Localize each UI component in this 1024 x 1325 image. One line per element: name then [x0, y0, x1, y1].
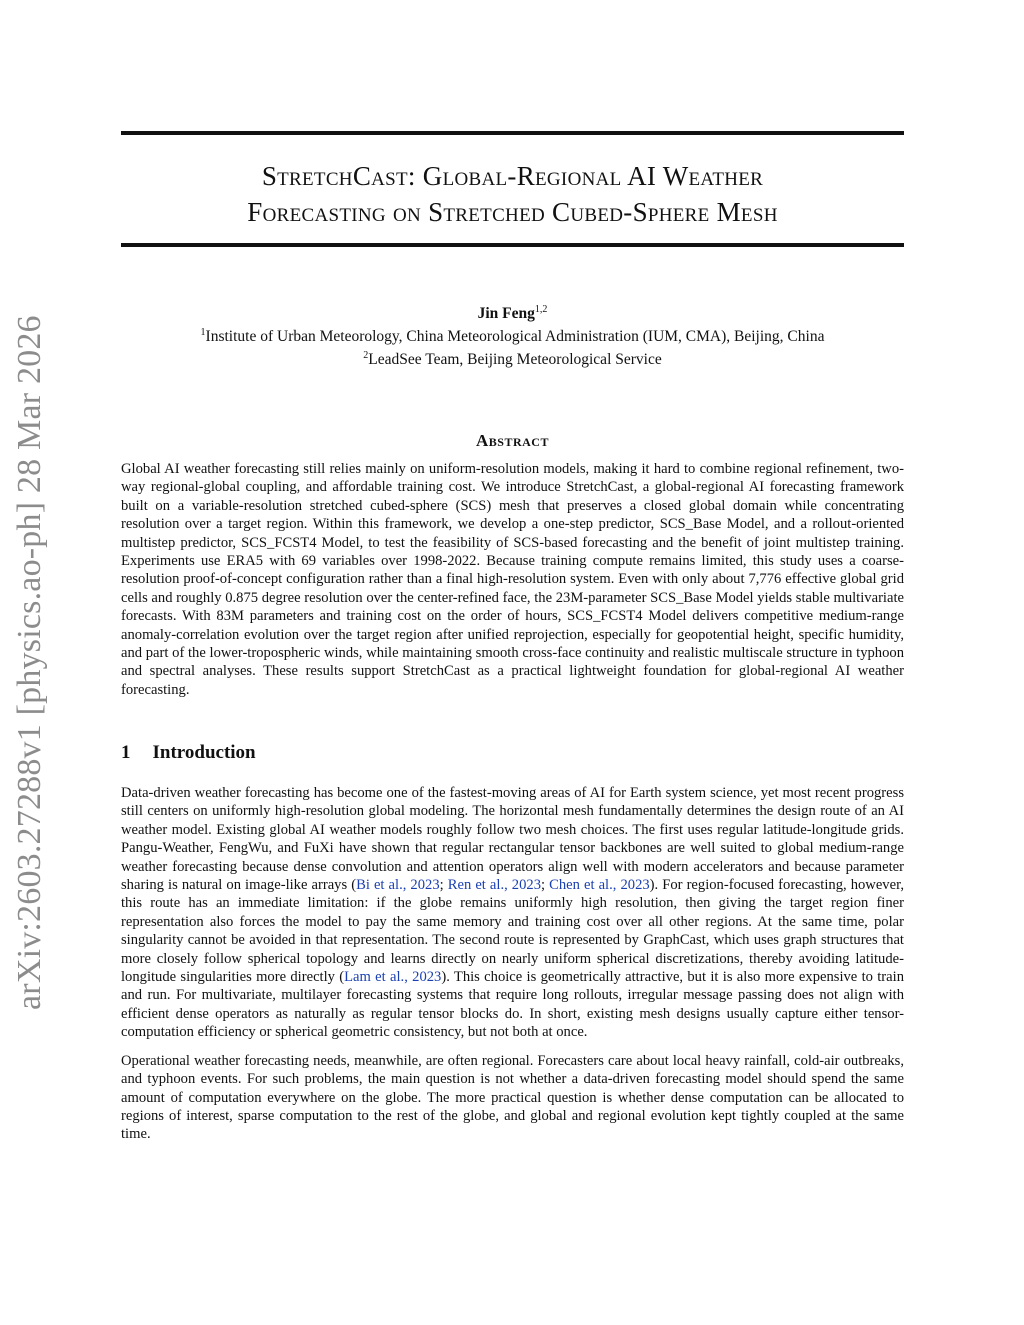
author-block: [121, 300, 904, 369]
author-affil-marks: 1,2: [534, 304, 548, 315]
section-body: [121, 784, 904, 1154]
title-top-rule: [121, 131, 904, 135]
author-line: [121, 300, 904, 323]
affiliation-text: Institute of Urban Meteorology, China Meteorological Administration (IUM, CMA), Beijing, China: [205, 328, 825, 346]
paragraph-1: [121, 784, 904, 1042]
affiliation-2: [121, 346, 904, 369]
citation-separator: ;: [541, 877, 550, 894]
affiliation-text: LeadSee Team, Beijing Meteorological Service: [368, 351, 662, 369]
citation-link[interactable]: Bi et al., 2023: [356, 877, 440, 894]
arxiv-identifier: arXiv:2603.27288v1 [physics.ao-ph] 28 Mar 2026: [11, 315, 48, 1010]
abstract-text: Global AI weather forecasting still relies mainly on uniform-resolution models, making it hard to combine regional refinement, two-way regional-global coupling, and affordable training cost. We introduce StretchCast, a global-regional AI forecasting framework built on a variable-resolution stretched cubed-sphere (SCS) mesh that preserves a closed global domain while concentrating resolution over a target region. Within this framework, we develop a one-step predictor, SCS_Base Model, and a rollout-oriented multistep predictor, SCS_FCST4 Model, to test the feasibility of SCS-based forecasting and the benefit of joint multistep training. Experiments use ERA5 with 69 variables over 1998-2022. Because training compute remains limited, this study uses a coarse-resolution proof-of-concept configuration rather than a final high-resolution system. Even with only about 7,776 effective global grid cells and roughly 0.875 degree resolution over the center-refined face, the 23M-parameter SCS_Base Model yields stable multivariate forecasts. With 83M parameters and training cost on the order of hours, SCS_FCST4 Model delivers competitive medium-range anomaly-correlation evolution over the target region after unified reprojection, especially for geopotential height, specific humidity, and part of the lower-tropospheric winds, while maintaining smooth cross-face continuity and realistic multiscale structure in typhoon and spectral analyses. These results support StretchCast as a practical lightweight foundation for global-regional AI weather forecasting.: [121, 461, 904, 698]
abstract-heading: Abstract: [476, 431, 549, 450]
paragraph-2: Operational weather forecasting needs, meanwhile, are often regional. Forecasters care about local heavy rainfall, cold-air outbreaks, and typhoon events. For such problems, the main question is not whether a data-driven forecasting model should spend the same amount of computation everywhere on the globe. The more practical question is whether dense computation can be allocated to regions of interest, sparse computation to the rest of the globe, and global and regional evolution kept tightly coupled at the same time.: [121, 1052, 904, 1143]
citation-link[interactable]: Chen et al., 2023: [549, 877, 650, 894]
title-line-1: StretchCast: Global-Regional AI Weather: [261, 161, 764, 191]
author-name: Jin Feng: [477, 305, 535, 323]
paragraph-text: ). This choice is geometrically attractive, but it is also more expensive to train and run. For multivariate, multilayer forecasting systems that require long rollouts, irregular message passing does not align with efficient dense operators as naturally as regular tensor blocks do. In short, existing mesh designs usually capture either tensor-computation efficiency or spherical geometric consistency, but not both at once.: [121, 969, 904, 1041]
paragraph-text: Data-driven weather forecasting has become one of the fastest-moving areas of AI for Earth system science, yet most recent progress still centers on uniformly high-resolution global modeling. The horizontal mesh fundamentally determines the design route of an AI weather model. Existing global AI weather models roughly follow two mesh choices. The first uses regular latitude-longitude grids. Pangu-Weather, FengWu, and FuXi have shown that regular rectangular tensor backbones are well suited to global medium-range weather forecasting because dense convolution and attention operators align well with modern accelerators and because parameter sharing is natural on image-like arrays (: [121, 785, 904, 894]
title-line-2: Forecasting on Stretched Cubed-Sphere Mesh: [247, 197, 778, 227]
section-heading: [121, 742, 256, 764]
citation-separator: ;: [439, 877, 448, 894]
section-number: 1: [121, 742, 131, 763]
paper-title: [121, 158, 904, 230]
section-title: Introduction: [152, 742, 256, 763]
citation-link[interactable]: Lam et al., 2023: [344, 969, 442, 986]
affiliation-mark: 2: [363, 350, 369, 362]
citation-link[interactable]: Ren et al., 2023: [447, 877, 541, 894]
paragraph-text: ). For region-focused forecasting, however, this route has an immediate limitation: if the globe remains uniformly high resolution, then giving the target region finer representation also forces the model to pay the same memory and training cost over all other regions. At the same time, polar singularity cannot be avoided in that representation. The second route is represented by GraphCast, which uses graph structures that more closely follow spherical topology and learns directly on nearly uniform spherical discretizations, thereby avoiding latitude-longitude singularities more directly (: [121, 877, 905, 986]
affiliation-1: [121, 323, 904, 346]
affiliation-mark: 1: [200, 327, 206, 339]
title-bottom-rule: [121, 243, 904, 247]
